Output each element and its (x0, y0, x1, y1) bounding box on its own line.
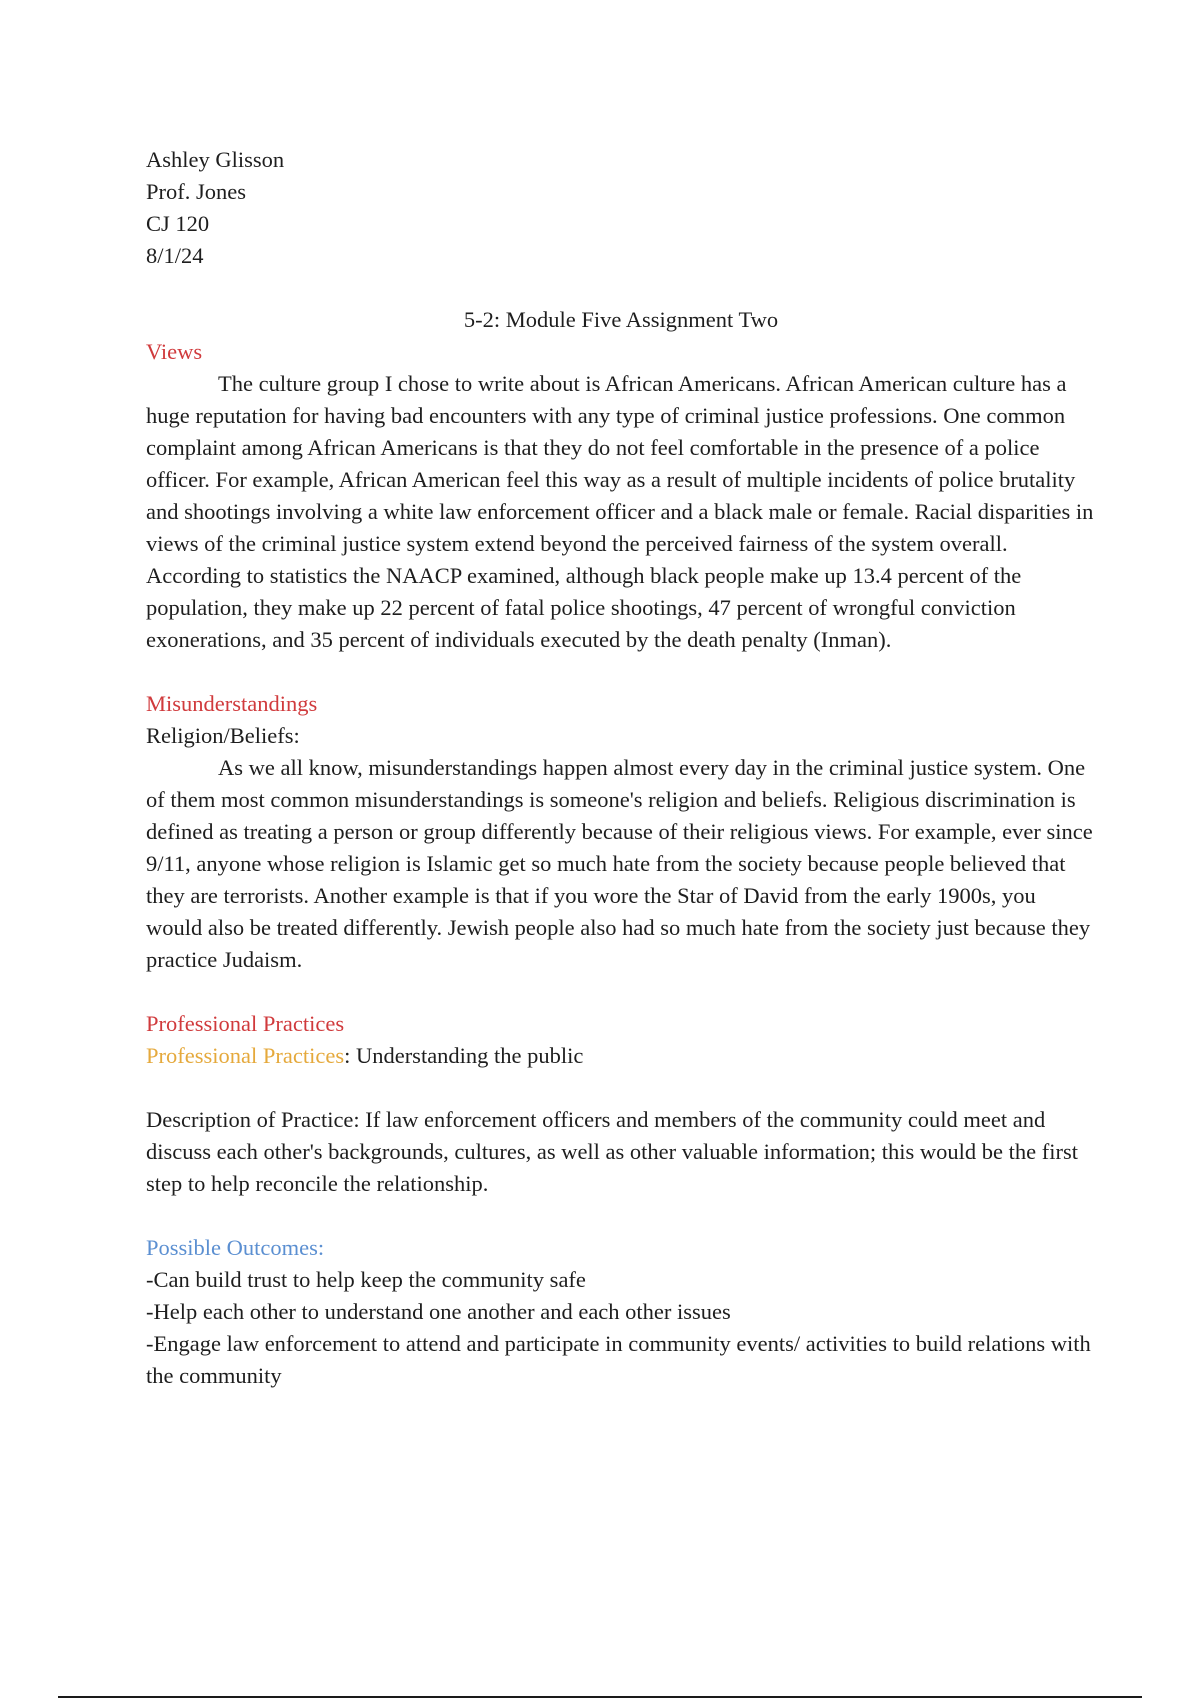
course-code: CJ 120 (146, 211, 210, 236)
professor-name: Prof. Jones (146, 179, 246, 204)
practice-description: Description of Practice: If law enforcement officers and members of the community could meet and discuss each other's backgrounds, cultures, as well as other valuable information; this would be the first step to help reconcile the relationship. (146, 1107, 1078, 1196)
misunderstandings-paragraph: As we all know, misunderstandings happen almost every day in the criminal justice system. One of them most common misunderstandings is someone's religion and beliefs. Religious discrimination is defined as treating a person or group differently because of their religious views. For example, ever since 9/11, anyone whose religion is Islamic get so much hate from the society because people believed that they are terrorists. Another example is that if you wore the Star of David from the early 1900s, you would also be treated differently. Jewish people also had so much hate from the society just because they practice Judaism. (146, 755, 1093, 972)
possible-outcomes-heading: Possible Outcomes: (146, 1235, 325, 1260)
list-item: -Help each other to understand one another and each other issues (146, 1299, 731, 1324)
page-bottom-rule (58, 1696, 1142, 1698)
list-item: -Can build trust to help keep the community safe (146, 1267, 586, 1292)
practice-label: Professional Practices (146, 1043, 345, 1068)
outcomes-list (146, 1264, 1096, 1392)
professional-practices-heading: Professional Practices (146, 1011, 345, 1036)
list-item: -Engage law enforcement to attend and participate in community events/ activities to build relations with the community (146, 1331, 1091, 1388)
document-page (146, 144, 1096, 1392)
views-heading: Views (146, 339, 203, 364)
views-paragraph: The culture group I chose to write about is African Americans. African American culture has a huge reputation for having bad encounters with any type of criminal justice professions. One common complaint among African Americans is that they do not feel comfortable in the presence of a police officer. For example, African American feel this way as a result of multiple incidents of police brutality and shootings involving a white law enforcement officer and a black male or female. Racial disparities in views of the criminal justice system extend beyond the perceived fairness of the system overall. According to statistics the NAACP examined, although black people make up 13.4 percent of the population, they make up 22 percent of fatal police shootings, 47 percent of wrongful conviction exonerations, and 35 percent of individuals executed by the death penalty (Inman). (146, 371, 1094, 652)
document-title: 5-2: Module Five Assignment Two (463, 307, 779, 332)
practice-label-line (146, 1040, 1096, 1072)
author-name: Ashley Glisson (146, 147, 285, 172)
submission-date: 8/1/24 (146, 243, 204, 268)
practice-label-rest: : Understanding the public (344, 1043, 584, 1068)
misunderstandings-heading: Misunderstandings (146, 691, 318, 716)
religion-beliefs-subheading: Religion/Beliefs: (146, 723, 300, 748)
